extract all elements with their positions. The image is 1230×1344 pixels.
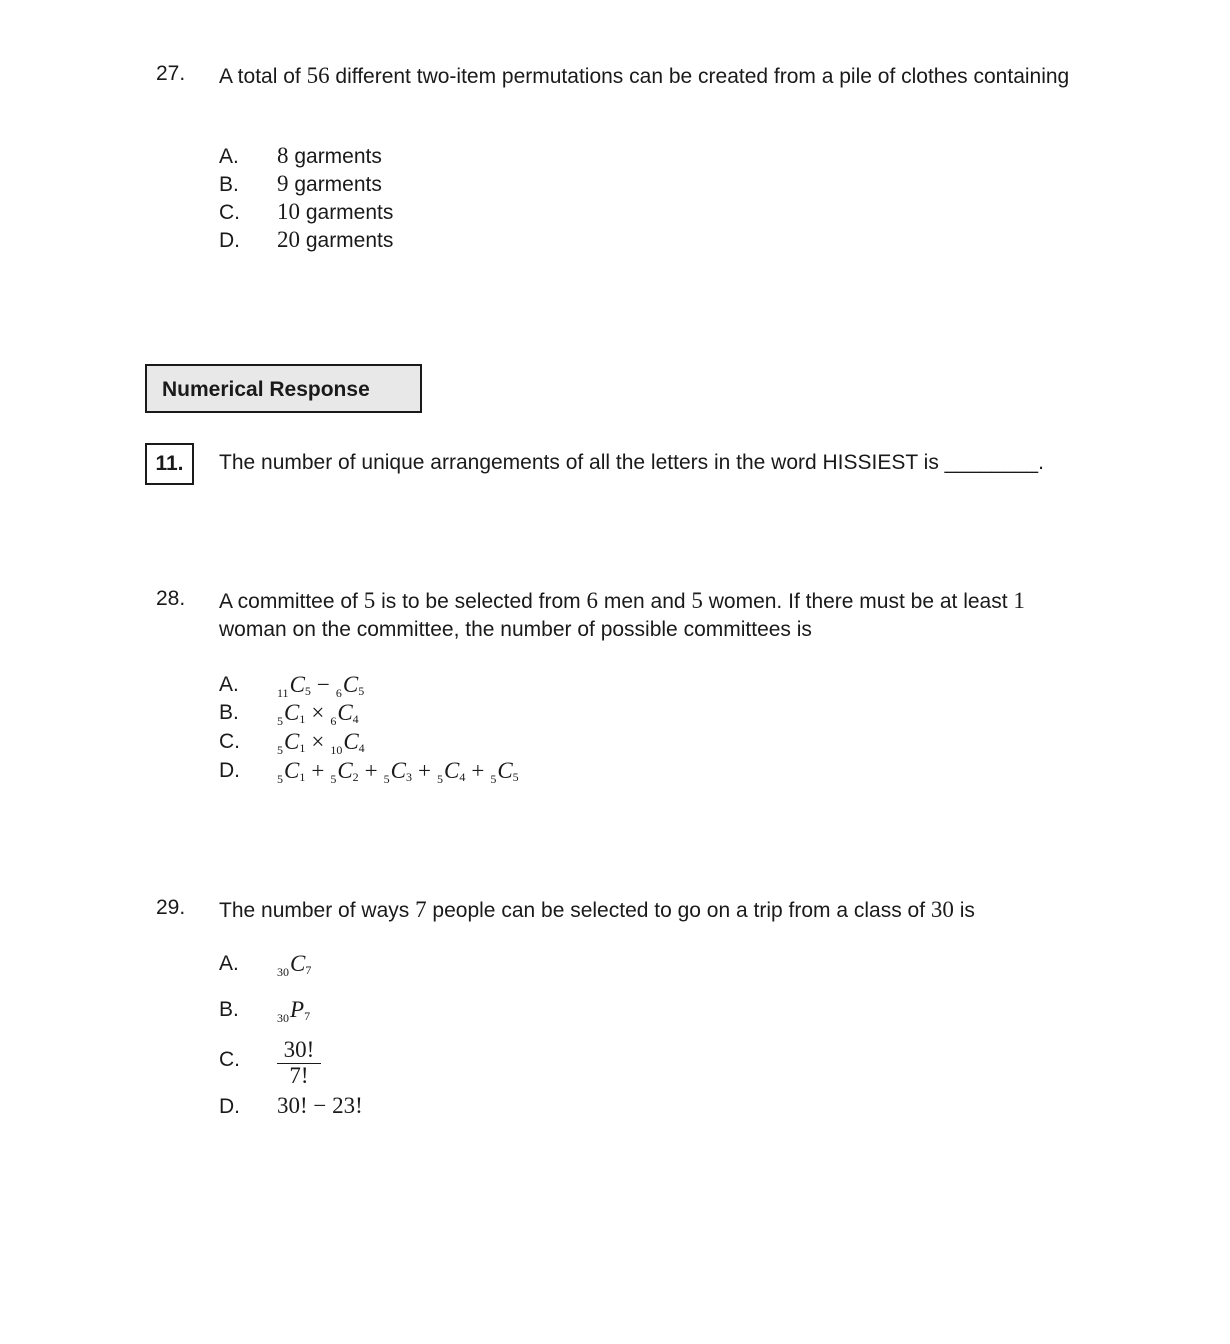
q29-option-d-letter: D. <box>219 1095 240 1118</box>
q27-option-a-letter: A. <box>219 145 239 168</box>
q29-option-b: $_{30}$P7 <box>277 997 311 1025</box>
fraction-numerator: 30! <box>277 1038 321 1064</box>
q29-option-c-fraction <box>277 1038 321 1088</box>
q29-option-b-letter: B. <box>219 998 239 1021</box>
question-28-number: 28. <box>156 587 186 610</box>
q28-option-d: $_5$C1 + $_5$C2 + $_5$C3 + $_5$C4 + $_5$C5 <box>277 758 519 786</box>
question-29-text: The number of ways 7 people can be selected to go on a trip from a class of 30 is <box>219 897 975 922</box>
question-27-text: A total of 56 different two-item permutations can be created from a pile of clothes containing <box>219 63 1070 88</box>
q27-option-d-letter: D. <box>219 229 240 252</box>
q27-option-c: 10 garments <box>277 199 394 224</box>
numerical-response-text: The number of unique arrangements of all the letters in the word HISSIEST is ________. <box>219 451 1044 474</box>
question-29-number: 29. <box>156 896 186 919</box>
numerical-response-header: Numerical Response <box>145 364 422 413</box>
q29-option-a-letter: A. <box>219 952 239 975</box>
question-28-text: A committee of 5 is to be selected from 6 men and 5 women. If there must be at least 1 woman on the committee, the number of possible committees is <box>219 588 1025 641</box>
q27-option-d: 20 garments <box>277 227 394 252</box>
q29-option-a: $_{30}$C7 <box>277 951 312 979</box>
q28-option-d-letter: D. <box>219 759 240 782</box>
q27-option-a: 8 garments <box>277 143 382 168</box>
q27-option-b-letter: B. <box>219 173 239 196</box>
q27-option-b: 9 garments <box>277 171 382 196</box>
q28-option-a: $_{11}$C5 − $_6$C5 <box>277 672 365 700</box>
q28-option-a-letter: A. <box>219 673 239 696</box>
q28-option-b-letter: B. <box>219 701 239 724</box>
q27-option-c-letter: C. <box>219 201 240 224</box>
q29-option-c-letter: C. <box>219 1048 240 1071</box>
q29-option-d: 30! − 23! <box>277 1093 363 1118</box>
question-27-number: 27. <box>156 62 186 85</box>
q28-option-b: $_5$C1 × $_6$C4 <box>277 700 359 728</box>
q28-option-c-letter: C. <box>219 730 240 753</box>
numerical-response-number: 11. <box>145 443 194 485</box>
fraction-denominator: 7! <box>289 1063 309 1088</box>
q28-option-c: $_5$C1 × $_{10}$C4 <box>277 729 365 757</box>
